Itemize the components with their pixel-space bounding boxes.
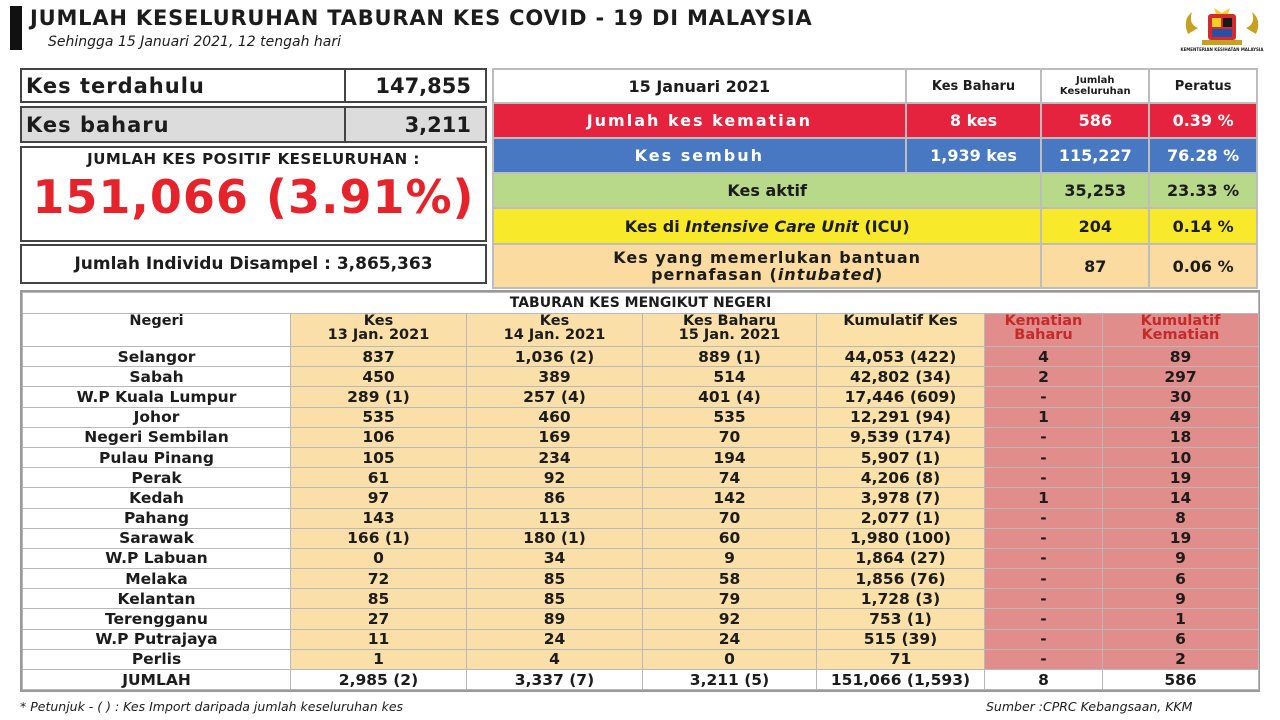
cases-14-jan: 24 <box>467 629 643 649</box>
cases-13-jan: 289 (1) <box>291 387 467 407</box>
previous-cases-label: Kes terdahulu <box>26 73 205 98</box>
new-deaths: 1 <box>985 407 1103 427</box>
table-row <box>23 609 1259 629</box>
cumulative-cases: 9,539 (174) <box>817 427 985 447</box>
state-name: Kelantan <box>23 589 291 609</box>
cases-14-jan: 92 <box>467 468 643 488</box>
cumulative-deaths: 49 <box>1103 407 1259 427</box>
previous-cases-value: 147,855 <box>375 73 471 98</box>
deaths-total: 586 <box>1041 103 1149 138</box>
cumulative-cases: 1,728 (3) <box>817 589 985 609</box>
state-name: Pulau Pinang <box>23 447 291 467</box>
table-row <box>23 427 1259 447</box>
cumulative-cases: 44,053 (422) <box>817 347 985 367</box>
header-cases-14-jan: Kes 14 Jan. 2021 <box>467 314 643 347</box>
cases-13-jan: 450 <box>291 367 467 387</box>
cases-14-jan: 169 <box>467 427 643 447</box>
new-deaths: - <box>985 569 1103 589</box>
header-state-name: Negeri <box>23 314 291 347</box>
active-row <box>493 173 1257 208</box>
cases-13-jan: 85 <box>291 589 467 609</box>
icu-row <box>493 208 1257 244</box>
cases-13-jan: 535 <box>291 407 467 427</box>
active-pct: 23.33 % <box>1149 173 1257 208</box>
table-row <box>23 447 1259 467</box>
state-name: Kedah <box>23 488 291 508</box>
new-deaths: - <box>985 649 1103 669</box>
state-table-title: TABURAN KES MENGIKUT NEGERI <box>23 293 1259 314</box>
sampled-individuals-box: Jumlah Individu Disampel : 3,865,363 <box>20 244 487 284</box>
icu-pct: 0.14 % <box>1149 208 1257 244</box>
cumulative-cases: 71 <box>817 649 985 669</box>
new-cases-15-jan: 24 <box>643 629 817 649</box>
cases-13-jan: 61 <box>291 468 467 488</box>
cases-14-jan: 389 <box>467 367 643 387</box>
cases-14-jan: 234 <box>467 447 643 467</box>
summary-header-row <box>493 69 1257 103</box>
new-cases-15-jan: 514 <box>643 367 817 387</box>
source-note: Sumber :CPRC Kebangsaan, KKM <box>986 699 1193 714</box>
new-cases-15-jan: 401 (4) <box>643 387 817 407</box>
table-row <box>23 528 1259 548</box>
cases-13-jan: 27 <box>291 609 467 629</box>
new-deaths: - <box>985 629 1103 649</box>
cumulative-deaths: 19 <box>1103 468 1259 488</box>
new-cases-15-jan: 142 <box>643 488 817 508</box>
cases-14-jan: 257 (4) <box>467 387 643 407</box>
cases-14-jan: 113 <box>467 508 643 528</box>
ministry-logo-text: KEMENTERIAN KESIHATAN MALAYSIA <box>1180 47 1264 52</box>
cases-13-jan: 837 <box>291 347 467 367</box>
new-deaths: 4 <box>985 347 1103 367</box>
state-distribution-table <box>22 292 1259 690</box>
new-cases-15-jan: 70 <box>643 427 817 447</box>
cumulative-deaths: 2 <box>1103 649 1259 669</box>
new-deaths: - <box>985 447 1103 467</box>
ministry-logo <box>1178 6 1266 62</box>
deaths-new: 8 kes <box>906 103 1042 138</box>
active-total: 35,253 <box>1041 173 1149 208</box>
cumulative-deaths: 6 <box>1103 569 1259 589</box>
title-accent-bar <box>10 6 22 50</box>
header-cases-13-jan: Kes 13 Jan. 2021 <box>291 314 467 347</box>
state-name: W.P Labuan <box>23 548 291 568</box>
divider <box>344 108 346 141</box>
table-row <box>23 407 1259 427</box>
cumulative-cases: 3,978 (7) <box>817 488 985 508</box>
cumulative-deaths: 89 <box>1103 347 1259 367</box>
state-name: Pahang <box>23 508 291 528</box>
table-row <box>23 468 1259 488</box>
deaths-pct: 0.39 % <box>1149 103 1257 138</box>
page-title: JUMLAH KESELURUHAN TABURAN KES COVID - 19 DI MALAYSIA <box>30 6 813 30</box>
cases-14-jan: 1,036 (2) <box>467 347 643 367</box>
page-subtitle: Sehingga 15 Januari 2021, 12 tengah hari <box>48 34 341 50</box>
summary-date: 15 Januari 2021 <box>493 69 906 103</box>
cumulative-cases: 2,077 (1) <box>817 508 985 528</box>
cumulative-cases: 1,864 (27) <box>817 548 985 568</box>
cumulative-cases: 1,856 (76) <box>817 569 985 589</box>
footnote: * Petunjuk - ( ) : Kes Import daripada jumlah keseluruhan kes <box>20 699 404 714</box>
total-cases-14-jan: 3,337 (7) <box>467 670 643 690</box>
new-cases-15-jan: 9 <box>643 548 817 568</box>
cases-14-jan: 86 <box>467 488 643 508</box>
cumulative-deaths: 30 <box>1103 387 1259 407</box>
total-cumulative-deaths: 586 <box>1103 670 1259 690</box>
header-cumulative-deaths: Kumulatif Kematian <box>1103 314 1259 347</box>
table-row <box>23 548 1259 568</box>
new-cases-box <box>20 106 487 143</box>
state-name: Selangor <box>23 347 291 367</box>
state-name: Johor <box>23 407 291 427</box>
previous-cases-box <box>20 68 487 103</box>
state-name: Negeri Sembilan <box>23 427 291 447</box>
state-name: Terengganu <box>23 609 291 629</box>
cumulative-deaths: 9 <box>1103 589 1259 609</box>
state-table-body <box>23 347 1259 690</box>
new-cases-15-jan: 889 (1) <box>643 347 817 367</box>
intubated-row <box>493 244 1257 288</box>
cumulative-deaths: 9 <box>1103 548 1259 568</box>
cases-14-jan: 85 <box>467 589 643 609</box>
divider <box>344 70 346 101</box>
header-new-deaths: Kematian Baharu <box>985 314 1103 347</box>
summary-table <box>492 68 1258 289</box>
cases-14-jan: 85 <box>467 569 643 589</box>
new-deaths: 2 <box>985 367 1103 387</box>
new-cases-value: 3,211 <box>404 112 471 137</box>
table-row <box>23 569 1259 589</box>
new-cases-15-jan: 58 <box>643 569 817 589</box>
col-new-header: Kes Baharu <box>906 69 1042 103</box>
recovered-label: Kes sembuh <box>493 138 906 173</box>
header-new-cases-15-jan: Kes Baharu 15 Jan. 2021 <box>643 314 817 347</box>
cases-14-jan: 4 <box>467 649 643 669</box>
recovered-row <box>493 138 1257 173</box>
intubated-pct: 0.06 % <box>1149 244 1257 288</box>
cumulative-cases: 4,206 (8) <box>817 468 985 488</box>
state-name: Perak <box>23 468 291 488</box>
cases-13-jan: 105 <box>291 447 467 467</box>
table-row <box>23 629 1259 649</box>
new-cases-15-jan: 535 <box>643 407 817 427</box>
table-row <box>23 649 1259 669</box>
recovered-total: 115,227 <box>1041 138 1149 173</box>
cumulative-deaths: 1 <box>1103 609 1259 629</box>
new-cases-15-jan: 0 <box>643 649 817 669</box>
table-row <box>23 589 1259 609</box>
new-deaths: - <box>985 548 1103 568</box>
cases-13-jan: 1 <box>291 649 467 669</box>
col-pct-header: Peratus <box>1149 69 1257 103</box>
table-row <box>23 367 1259 387</box>
cumulative-cases: 17,446 (609) <box>817 387 985 407</box>
new-deaths: - <box>985 427 1103 447</box>
table-row <box>23 508 1259 528</box>
total-positive-box <box>20 146 487 242</box>
new-deaths: - <box>985 609 1103 629</box>
intubated-label: Kes yang memerlukan bantuan pernafasan (intubated) <box>493 244 1041 288</box>
total-positive-value: 151,066 (3.91%) <box>32 170 475 224</box>
new-cases-15-jan: 79 <box>643 589 817 609</box>
table-row <box>23 347 1259 367</box>
icu-total: 204 <box>1041 208 1149 244</box>
state-table-header <box>23 314 1259 347</box>
state-name: Perlis <box>23 649 291 669</box>
new-deaths: - <box>985 387 1103 407</box>
cases-14-jan: 34 <box>467 548 643 568</box>
recovered-pct: 76.28 % <box>1149 138 1257 173</box>
total-new-cases-15-jan: 3,211 (5) <box>643 670 817 690</box>
total-row <box>23 670 1259 690</box>
cumulative-cases: 515 (39) <box>817 629 985 649</box>
table-row <box>23 488 1259 508</box>
recovered-new: 1,939 kes <box>906 138 1042 173</box>
cumulative-deaths: 6 <box>1103 629 1259 649</box>
new-cases-15-jan: 194 <box>643 447 817 467</box>
cumulative-deaths: 8 <box>1103 508 1259 528</box>
new-cases-label: Kes baharu <box>26 112 170 137</box>
cases-14-jan: 180 (1) <box>467 528 643 548</box>
cumulative-cases: 1,980 (100) <box>817 528 985 548</box>
cumulative-deaths: 18 <box>1103 427 1259 447</box>
cases-13-jan: 72 <box>291 569 467 589</box>
cases-13-jan: 106 <box>291 427 467 447</box>
new-deaths: 1 <box>985 488 1103 508</box>
header-cumulative-cases: Kumulatif Kes <box>817 314 985 347</box>
cumulative-deaths: 297 <box>1103 367 1259 387</box>
deaths-label: Jumlah kes kematian <box>493 103 906 138</box>
cumulative-cases: 42,802 (34) <box>817 367 985 387</box>
cases-13-jan: 0 <box>291 548 467 568</box>
total-new-deaths: 8 <box>985 670 1103 690</box>
state-name: W.P Kuala Lumpur <box>23 387 291 407</box>
cases-13-jan: 97 <box>291 488 467 508</box>
new-cases-15-jan: 70 <box>643 508 817 528</box>
cases-13-jan: 11 <box>291 629 467 649</box>
table-row <box>23 387 1259 407</box>
new-cases-15-jan: 74 <box>643 468 817 488</box>
cumulative-cases: 753 (1) <box>817 609 985 629</box>
col-total-header: Jumlah Keseluruhan <box>1041 69 1149 103</box>
cumulative-deaths: 14 <box>1103 488 1259 508</box>
cases-14-jan: 460 <box>467 407 643 427</box>
state-name: Melaka <box>23 569 291 589</box>
state-distribution-panel <box>20 290 1260 692</box>
active-label: Kes aktif <box>493 173 1041 208</box>
new-deaths: - <box>985 589 1103 609</box>
cumulative-cases: 5,907 (1) <box>817 447 985 467</box>
new-cases-15-jan: 60 <box>643 528 817 548</box>
total-positive-label: JUMLAH KES POSITIF KESELURUHAN : <box>87 150 420 168</box>
total-cases-13-jan: 2,985 (2) <box>291 670 467 690</box>
cumulative-cases: 12,291 (94) <box>817 407 985 427</box>
new-cases-15-jan: 92 <box>643 609 817 629</box>
icu-label: Kes di Intensive Care Unit (ICU) <box>493 208 1041 244</box>
cumulative-deaths: 19 <box>1103 528 1259 548</box>
state-name: Sarawak <box>23 528 291 548</box>
total-cumulative-cases: 151,066 (1,593) <box>817 670 985 690</box>
cases-13-jan: 166 (1) <box>291 528 467 548</box>
cumulative-deaths: 10 <box>1103 447 1259 467</box>
intubated-total: 87 <box>1041 244 1149 288</box>
deaths-row <box>493 103 1257 138</box>
state-name: Sabah <box>23 367 291 387</box>
cases-14-jan: 89 <box>467 609 643 629</box>
new-deaths: - <box>985 508 1103 528</box>
state-name: W.P Putrajaya <box>23 629 291 649</box>
new-deaths: - <box>985 528 1103 548</box>
new-deaths: - <box>985 468 1103 488</box>
cases-13-jan: 143 <box>291 508 467 528</box>
total-state-name: JUMLAH <box>23 670 291 690</box>
